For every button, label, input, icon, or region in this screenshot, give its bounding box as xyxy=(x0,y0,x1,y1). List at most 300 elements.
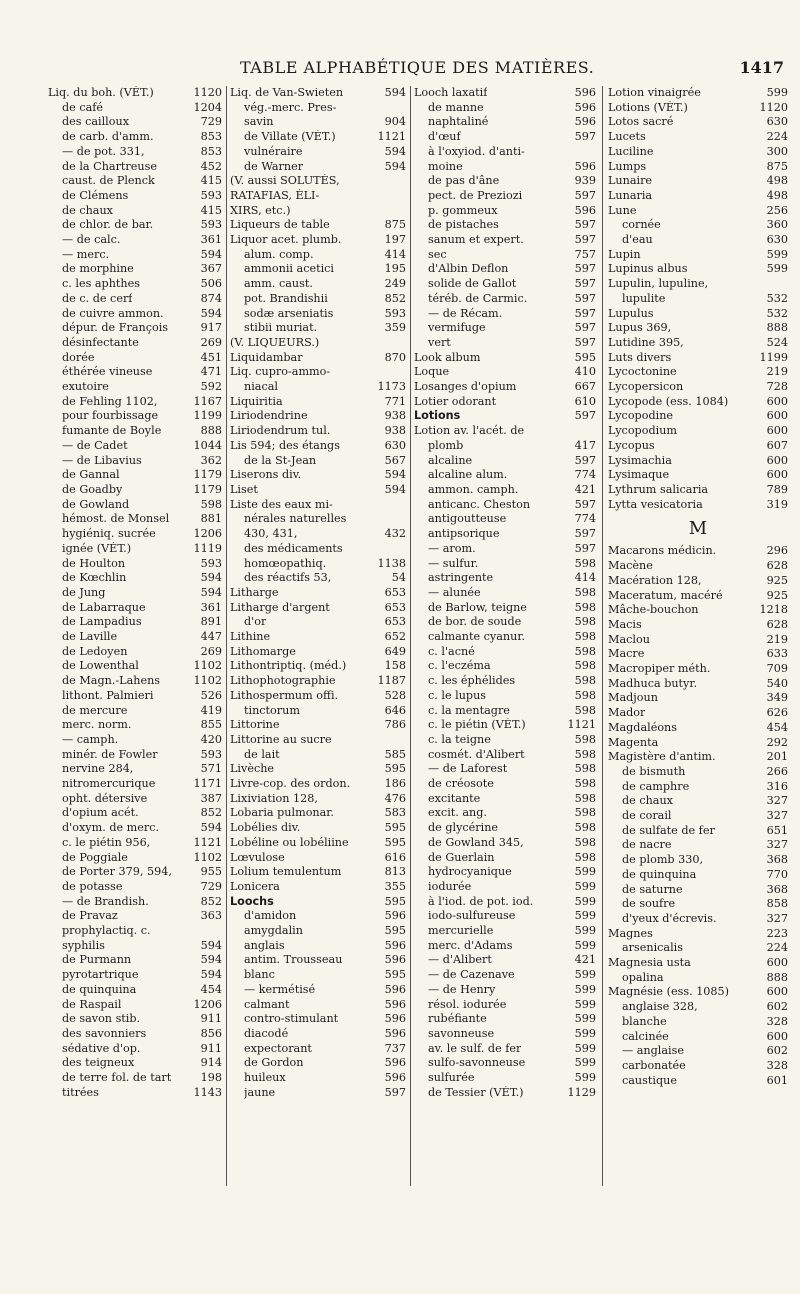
entry-term: vég.-merc. Pres- xyxy=(244,100,337,114)
entry-page-ref xyxy=(593,145,596,160)
entry-page-ref: 653 xyxy=(384,585,406,599)
index-entry xyxy=(48,365,222,380)
entry-page-ref: 597 xyxy=(574,306,596,320)
index-entry xyxy=(608,956,788,971)
entry-page-ref: 296 xyxy=(766,544,788,558)
entry-page-ref: 361 xyxy=(200,600,222,614)
entry-term: Livre-cop. des ordon. xyxy=(230,777,351,791)
entry-page-ref: 786 xyxy=(384,718,406,732)
index-entry xyxy=(608,765,788,780)
entry-term: d'Albin Deflon xyxy=(428,262,509,276)
entry-page-ref: 368 xyxy=(766,853,788,867)
entry-page-ref: 596 xyxy=(384,938,406,952)
m-entries xyxy=(608,544,788,1088)
entry-term: Litharge xyxy=(230,585,279,599)
entry-page-ref: 1206 xyxy=(193,527,222,541)
index-entry xyxy=(48,336,222,351)
entry-term: — de pot. 331, xyxy=(62,144,145,158)
index-entry xyxy=(414,571,596,586)
index-entry xyxy=(608,115,788,130)
index-entry xyxy=(608,618,788,633)
entry-page-ref: 1218 xyxy=(759,603,788,617)
entry-term: merc. norm. xyxy=(62,718,132,732)
index-entry xyxy=(48,395,222,410)
entry-term: de plomb 330, xyxy=(622,853,704,867)
index-entry xyxy=(230,277,406,292)
index-entry xyxy=(230,718,406,733)
index-entry xyxy=(48,733,222,748)
entry-page-ref: 367 xyxy=(200,262,222,276)
index-entry xyxy=(230,806,406,821)
index-entry xyxy=(48,262,222,277)
entry-page-ref: 600 xyxy=(766,453,788,467)
entry-page-ref: 596 xyxy=(384,997,406,1011)
entry-page-ref: 528 xyxy=(384,688,406,702)
index-entry xyxy=(230,439,406,454)
index-entry xyxy=(48,821,222,836)
entry-term: d'yeux d'écrevis. xyxy=(622,911,717,925)
index-entry xyxy=(608,189,788,204)
index-entry xyxy=(608,736,788,751)
entry-term: Liquor acet. plumb. xyxy=(230,233,342,247)
entry-page-ref: 925 xyxy=(766,588,788,602)
entry-page-ref: 594 xyxy=(200,821,222,835)
entry-term: vermifuge xyxy=(428,321,486,335)
entry-term: des teigneux xyxy=(62,1056,135,1070)
entry-page-ref: 598 xyxy=(574,821,596,835)
entry-term: pour fourbissage xyxy=(62,409,159,423)
entry-page-ref: 925 xyxy=(766,573,788,587)
entry-page-ref xyxy=(403,189,406,204)
entry-page-ref: 728 xyxy=(766,380,788,394)
entry-page-ref: 595 xyxy=(384,968,406,982)
index-entry xyxy=(48,307,222,322)
index-entry xyxy=(608,262,788,277)
index-entry xyxy=(608,1030,788,1045)
index-entry xyxy=(414,1056,596,1071)
index-entry xyxy=(48,659,222,674)
index-entry xyxy=(608,574,788,589)
index-entry xyxy=(608,101,788,116)
entry-page-ref: 596 xyxy=(384,909,406,923)
index-entry xyxy=(608,647,788,662)
index-entry xyxy=(608,971,788,986)
index-entry xyxy=(230,101,406,116)
index-column-3 xyxy=(414,86,596,1101)
entry-term: — kermétisé xyxy=(244,982,316,996)
entry-page-ref: 583 xyxy=(384,806,406,820)
entry-page-ref: 368 xyxy=(766,882,788,896)
entry-term: — de calc. xyxy=(62,233,121,247)
index-entry xyxy=(230,424,406,439)
entry-term: de chaux xyxy=(62,203,113,217)
entry-term: fumante de Boyle xyxy=(62,424,162,438)
entry-term: Macre xyxy=(608,647,645,661)
index-entry xyxy=(608,838,788,853)
entry-page-ref: 729 xyxy=(200,115,222,129)
index-entry xyxy=(230,292,406,307)
entry-page-ref: 1121 xyxy=(193,835,222,849)
index-entry xyxy=(414,645,596,660)
entry-page-ref: 939 xyxy=(574,174,596,188)
index-entry xyxy=(230,748,406,763)
index-columns xyxy=(48,86,788,1206)
index-column-4 xyxy=(608,86,788,1088)
entry-term: de Porter 379, 594, xyxy=(62,865,172,879)
index-entry xyxy=(48,689,222,704)
entry-page-ref: 415 xyxy=(200,174,222,188)
index-entry xyxy=(608,277,788,292)
index-entry xyxy=(48,424,222,439)
entry-term: blanc xyxy=(244,968,275,982)
index-entry xyxy=(48,86,222,101)
entry-page-ref: 594 xyxy=(200,247,222,261)
entry-page-ref: 729 xyxy=(200,879,222,893)
entry-term: Loque xyxy=(414,365,450,379)
entry-term: hémost. de Monsel xyxy=(62,512,170,526)
index-entry xyxy=(48,939,222,954)
entry-term: iodo-sulfureuse xyxy=(428,909,516,923)
index-entry xyxy=(608,912,788,927)
entry-page-ref: 597 xyxy=(574,277,596,291)
entry-page-ref: 598 xyxy=(574,688,596,702)
index-entry xyxy=(414,586,596,601)
index-entry xyxy=(230,409,406,424)
index-entry xyxy=(48,557,222,572)
entry-page-ref: 420 xyxy=(200,732,222,746)
index-entry xyxy=(414,762,596,777)
entry-page-ref: 774 xyxy=(574,468,596,482)
index-entry xyxy=(230,659,406,674)
entry-page-ref: 596 xyxy=(384,1056,406,1070)
entry-page-ref: 1102 xyxy=(193,674,222,688)
index-entry xyxy=(608,380,788,395)
index-entry xyxy=(48,1086,222,1101)
entry-page-ref: 219 xyxy=(766,632,788,646)
index-entry xyxy=(608,633,788,648)
entry-page-ref: 410 xyxy=(574,365,596,379)
entry-term: des médicaments xyxy=(244,541,343,555)
entry-term: Liste des eaux mi- xyxy=(230,497,333,511)
entry-page-ref: 471 xyxy=(200,365,222,379)
entry-term: de bor. de soude xyxy=(428,615,522,629)
entry-page-ref: 219 xyxy=(766,365,788,379)
entry-term: — merc. xyxy=(62,247,110,261)
entry-term: de carb. d'amm. xyxy=(62,130,154,144)
entry-term: Lupin xyxy=(608,247,641,261)
index-entry xyxy=(230,821,406,836)
entry-term: calmant xyxy=(244,997,290,1011)
entry-term: Lucets xyxy=(608,130,646,144)
index-entry xyxy=(414,307,596,322)
entry-term: ammon. camph. xyxy=(428,482,519,496)
index-entry xyxy=(414,262,596,277)
entry-term: de Poggiale xyxy=(62,850,128,864)
entry-page-ref: 417 xyxy=(574,438,596,452)
entry-page-ref: 853 xyxy=(200,130,222,144)
index-entry xyxy=(608,145,788,160)
entry-page-ref: 594 xyxy=(384,482,406,496)
column-rule xyxy=(410,86,411,1186)
entry-page-ref: 599 xyxy=(574,968,596,982)
entry-page-ref: 1129 xyxy=(567,1085,596,1099)
index-entry xyxy=(608,662,788,677)
entry-page-ref: 600 xyxy=(766,468,788,482)
entry-term: Lithospermum offi. xyxy=(230,688,339,702)
entry-term: Maceratum, macéré xyxy=(608,588,723,602)
index-entry xyxy=(414,777,596,792)
index-entry xyxy=(608,985,788,1000)
index-entry xyxy=(230,248,406,263)
entry-term: de glycérine xyxy=(428,821,499,835)
index-entry xyxy=(48,1056,222,1071)
entry-page-ref: 1121 xyxy=(377,130,406,144)
entry-term: éthérée vineuse xyxy=(62,365,153,379)
index-entry xyxy=(414,865,596,880)
entry-page-ref: 349 xyxy=(766,691,788,705)
index-entry xyxy=(230,968,406,983)
entry-term: de chlor. de bar. xyxy=(62,218,154,232)
entry-page-ref: 595 xyxy=(384,835,406,849)
entry-term: — sulfur. xyxy=(428,556,479,570)
column-rule xyxy=(602,86,603,1186)
entry-page-ref: 597 xyxy=(574,233,596,247)
entry-term: de Lampadius xyxy=(62,615,142,629)
index-entry xyxy=(230,307,406,322)
index-entry xyxy=(48,321,222,336)
entry-term: — alunée xyxy=(428,585,481,599)
index-entry xyxy=(414,189,596,204)
entry-term: c. la mentagre xyxy=(428,703,510,717)
entry-page-ref xyxy=(403,542,406,557)
entry-page-ref: 597 xyxy=(574,497,596,511)
entry-page-ref: 506 xyxy=(200,277,222,291)
entry-page-ref: 667 xyxy=(574,380,596,394)
index-entry xyxy=(48,777,222,792)
entry-term: Lunaire xyxy=(608,174,653,188)
entry-term: Lis 594; des étangs xyxy=(230,438,340,452)
index-entry xyxy=(230,454,406,469)
index-entry xyxy=(608,589,788,604)
index-entry xyxy=(230,336,406,351)
entry-page-ref: 592 xyxy=(200,380,222,394)
entry-term: opalina xyxy=(622,970,664,984)
index-entry xyxy=(608,883,788,898)
index-entry xyxy=(414,998,596,1013)
entry-term: Lysimachia xyxy=(608,453,672,467)
entry-term: à l'oxyiod. d'anti- xyxy=(428,144,525,158)
entry-term: nervine 284, xyxy=(62,762,134,776)
entry-page-ref: 633 xyxy=(766,647,788,661)
entry-page-ref: 599 xyxy=(574,997,596,1011)
entry-page-ref: 223 xyxy=(766,926,788,940)
entry-page-ref: 454 xyxy=(200,982,222,996)
entry-term: de créosote xyxy=(428,777,494,791)
index-entry xyxy=(230,909,406,924)
entry-term: Loochs xyxy=(230,894,274,908)
index-entry xyxy=(608,603,788,618)
index-entry xyxy=(230,498,406,513)
entry-page-ref: 593 xyxy=(200,218,222,232)
index-entry xyxy=(230,733,406,748)
entry-term: Luciline xyxy=(608,144,654,158)
index-entry xyxy=(414,659,596,674)
entry-page-ref: 316 xyxy=(766,779,788,793)
entry-term: minér. de Fowler xyxy=(62,747,158,761)
index-entry xyxy=(608,307,788,322)
entry-page-ref: 649 xyxy=(384,644,406,658)
index-entry xyxy=(48,439,222,454)
entry-term: sédative d'op. xyxy=(62,1041,141,1055)
entry-page-ref: 224 xyxy=(766,130,788,144)
entry-page-ref: 599 xyxy=(574,1041,596,1055)
entry-page-ref: 875 xyxy=(766,159,788,173)
entry-term: Macropiper méth. xyxy=(608,662,711,676)
index-entry xyxy=(414,248,596,263)
index-entry xyxy=(230,351,406,366)
index-entry xyxy=(414,86,596,101)
entry-term: — de Brandish. xyxy=(62,894,149,908)
entry-page-ref: 598 xyxy=(574,644,596,658)
entry-term: de manne xyxy=(428,100,484,114)
entry-term: — camph. xyxy=(62,732,119,746)
index-entry xyxy=(230,483,406,498)
entry-page-ref: 1143 xyxy=(193,1085,222,1099)
index-entry xyxy=(414,1012,596,1027)
entry-term: Lupulus xyxy=(608,306,654,320)
entry-term: (V. aussi SOLUTÉS, xyxy=(230,174,340,188)
index-entry xyxy=(414,483,596,498)
entry-page-ref: 596 xyxy=(384,1027,406,1040)
index-entry xyxy=(414,674,596,689)
entry-page-ref: 1120 xyxy=(759,100,788,114)
entry-page-ref: 598 xyxy=(574,659,596,673)
index-entry xyxy=(48,542,222,557)
entry-term: Lotier odorant xyxy=(414,394,497,408)
index-entry xyxy=(48,968,222,983)
entry-page-ref: 585 xyxy=(384,747,406,761)
entry-page-ref: 595 xyxy=(384,762,406,776)
index-entry xyxy=(48,454,222,469)
index-entry xyxy=(608,409,788,424)
entry-page-ref: 598 xyxy=(574,835,596,849)
entry-page-ref: 197 xyxy=(384,233,406,247)
entry-term: de Gowland xyxy=(62,497,130,511)
entry-term: alcaline xyxy=(428,453,473,467)
index-entry xyxy=(608,868,788,883)
entry-page-ref: 600 xyxy=(766,985,788,999)
index-entry xyxy=(414,145,596,160)
entry-term: — de Henry xyxy=(428,982,496,996)
entry-term: Lonicera xyxy=(230,879,280,893)
entry-term: cornée xyxy=(622,218,661,232)
entry-page-ref: 595 xyxy=(384,924,406,938)
entry-term: lithont. Palmieri xyxy=(62,688,154,702)
entry-page-ref xyxy=(403,733,406,748)
index-entry xyxy=(48,630,222,645)
entry-term: hygiéniq. sucrée xyxy=(62,527,156,541)
entry-page-ref: 597 xyxy=(574,321,596,335)
index-entry xyxy=(414,704,596,719)
index-entry xyxy=(230,836,406,851)
index-entry xyxy=(414,733,596,748)
entry-term: calcinée xyxy=(622,1029,669,1043)
entry-term: — de Cazenave xyxy=(428,968,515,982)
index-entry xyxy=(414,1071,596,1086)
entry-term: Lumps xyxy=(608,159,647,173)
index-entry xyxy=(414,218,596,233)
index-entry xyxy=(230,527,406,542)
index-entry xyxy=(414,233,596,248)
index-entry xyxy=(414,380,596,395)
index-entry xyxy=(608,1074,788,1089)
index-entry xyxy=(48,909,222,924)
entry-term: c. la teigne xyxy=(428,732,491,746)
entry-term: pect. de Preziozi xyxy=(428,188,523,202)
entry-page-ref xyxy=(219,924,222,939)
entry-term: Liq. du boh. (VÉT.) xyxy=(48,86,154,99)
entry-term: de Fehling 1102, xyxy=(62,394,158,408)
entry-page-ref: 198 xyxy=(200,1071,222,1085)
entry-term: c. le piétin (VÉT.) xyxy=(428,718,526,732)
index-entry xyxy=(414,542,596,557)
entry-page-ref: 362 xyxy=(200,453,222,467)
entry-term: vert xyxy=(428,335,451,349)
entry-term: de mercure xyxy=(62,703,128,717)
entry-term: de Warner xyxy=(244,159,304,173)
entry-page-ref: 319 xyxy=(766,497,788,511)
entry-page-ref xyxy=(403,336,406,351)
entry-term: Liquidambar xyxy=(230,350,303,364)
entry-page-ref: 599 xyxy=(574,1071,596,1085)
entry-term: prophylactiq. c. xyxy=(62,924,151,938)
entry-page-ref: 757 xyxy=(574,247,596,261)
entry-page-ref: 476 xyxy=(384,791,406,805)
entry-page-ref: 186 xyxy=(384,777,406,791)
entry-page-ref: 1199 xyxy=(193,409,222,423)
entry-page-ref: 526 xyxy=(200,688,222,702)
entry-page-ref: 598 xyxy=(574,703,596,717)
index-entry xyxy=(608,706,788,721)
entry-term: de pistaches xyxy=(428,218,499,232)
index-entry xyxy=(48,277,222,292)
entry-term: Lotion vinaigrée xyxy=(608,86,701,99)
index-entry xyxy=(414,983,596,998)
entry-page-ref: 917 xyxy=(200,321,222,335)
entry-term: de Gannal xyxy=(62,468,120,482)
index-entry xyxy=(48,233,222,248)
index-entry xyxy=(414,601,596,616)
entry-term: Mâche-bouchon xyxy=(608,603,699,617)
entry-term: de lait xyxy=(244,747,280,761)
entry-page-ref: 454 xyxy=(766,720,788,734)
entry-page-ref: 597 xyxy=(574,527,596,541)
entry-page-ref: 355 xyxy=(384,879,406,893)
entry-page-ref xyxy=(403,365,406,380)
index-entry xyxy=(414,424,596,439)
index-entry xyxy=(230,998,406,1013)
entry-term: des cailloux xyxy=(62,115,129,129)
entry-term: Lytta vesicatoria xyxy=(608,497,703,511)
entry-term: Macération 128, xyxy=(608,573,702,587)
entry-page-ref: 853 xyxy=(200,144,222,158)
index-entry xyxy=(608,1015,788,1030)
index-entry xyxy=(414,1027,596,1042)
entry-term: Lupulin, lupuline, xyxy=(608,277,709,291)
entry-term: antigoutteuse xyxy=(428,512,507,526)
entry-term: de la Chartreuse xyxy=(62,159,157,173)
entry-term: Look album xyxy=(414,350,481,364)
